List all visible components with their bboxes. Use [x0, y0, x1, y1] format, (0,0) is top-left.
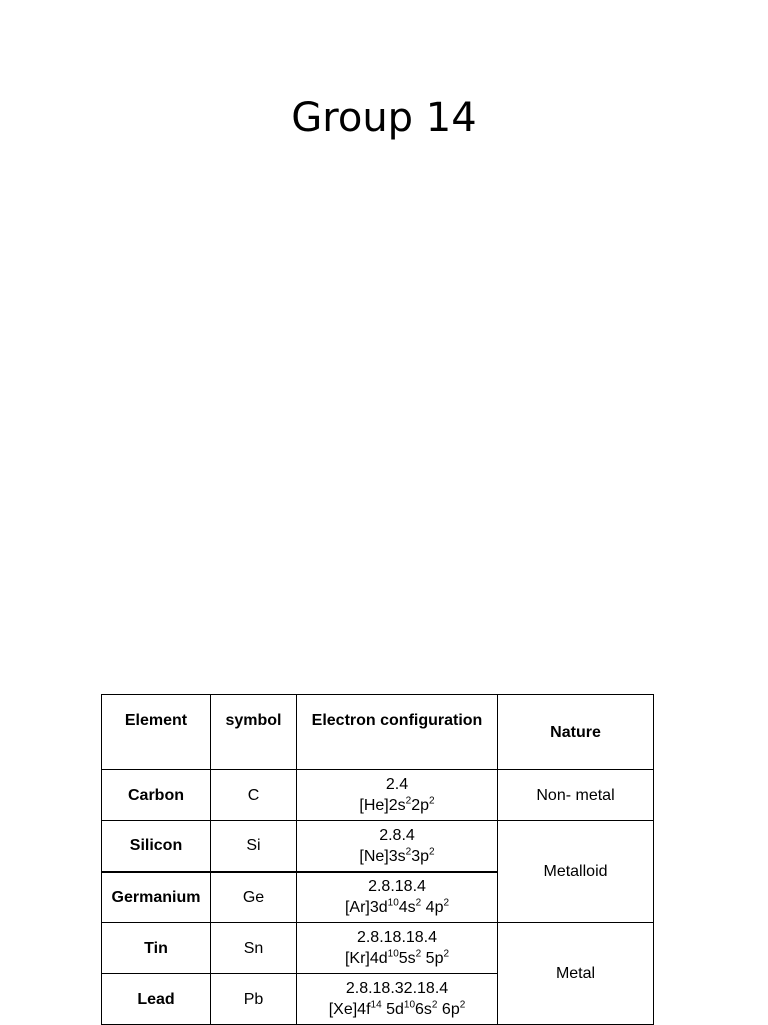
orbital-configuration: $[Ar]3d^{10}4s^2$ $4p^2$ — [344, 897, 450, 917]
element-symbol: Si — [211, 821, 297, 872]
element-symbol: Sn — [211, 923, 297, 974]
element-nature: Metalloid — [498, 821, 654, 923]
element-name: Carbon — [102, 770, 211, 821]
shell-configuration: 2.4 — [385, 776, 409, 793]
element-symbol: Pb — [211, 974, 297, 1025]
orbital-configuration: $[Kr]4d^{10}5s^2$ $5p^2$ — [344, 948, 450, 967]
element-nature: Metal — [498, 923, 654, 1025]
electron-configuration — [297, 923, 498, 974]
header-nature: Nature — [498, 695, 654, 770]
electron-configuration — [297, 974, 498, 1025]
header-symbol: symbol — [211, 695, 297, 770]
electron-configuration — [297, 872, 498, 923]
shell-configuration: 2.8.18.32.18.4 — [345, 980, 449, 997]
table-row — [102, 821, 654, 872]
element-name: Germanium — [102, 872, 211, 923]
table-row — [102, 923, 654, 974]
orbital-configuration: $[Xe]4f^{14}$ $5d^{10}6s^2$ $6p^2$ — [328, 999, 466, 1018]
element-name: Tin — [102, 923, 211, 974]
element-symbol: Ge — [211, 872, 297, 923]
shell-configuration: 2.8.4 — [379, 826, 415, 844]
element-nature: Non- metal — [498, 770, 654, 821]
header-element: Element — [102, 695, 211, 770]
element-name: Silicon — [102, 821, 211, 872]
orbital-configuration: $[Ne]3s^23p^2$ — [359, 846, 435, 865]
page-title: Group 14 — [291, 95, 477, 141]
element-symbol: C — [211, 770, 297, 821]
element-name: Lead — [102, 974, 211, 1025]
shell-configuration: 2.8.18.4 — [368, 878, 426, 896]
header-electron-configuration: Electron configuration — [297, 695, 498, 770]
table-row — [102, 770, 654, 821]
shell-configuration: 2.8.18.18.4 — [356, 929, 438, 946]
table-header-row — [102, 695, 654, 770]
electron-configuration — [297, 770, 498, 821]
orbital-configuration: $[He]2s^22p^2$ — [359, 795, 435, 814]
group14-table — [101, 694, 654, 1025]
electron-configuration — [297, 821, 498, 872]
